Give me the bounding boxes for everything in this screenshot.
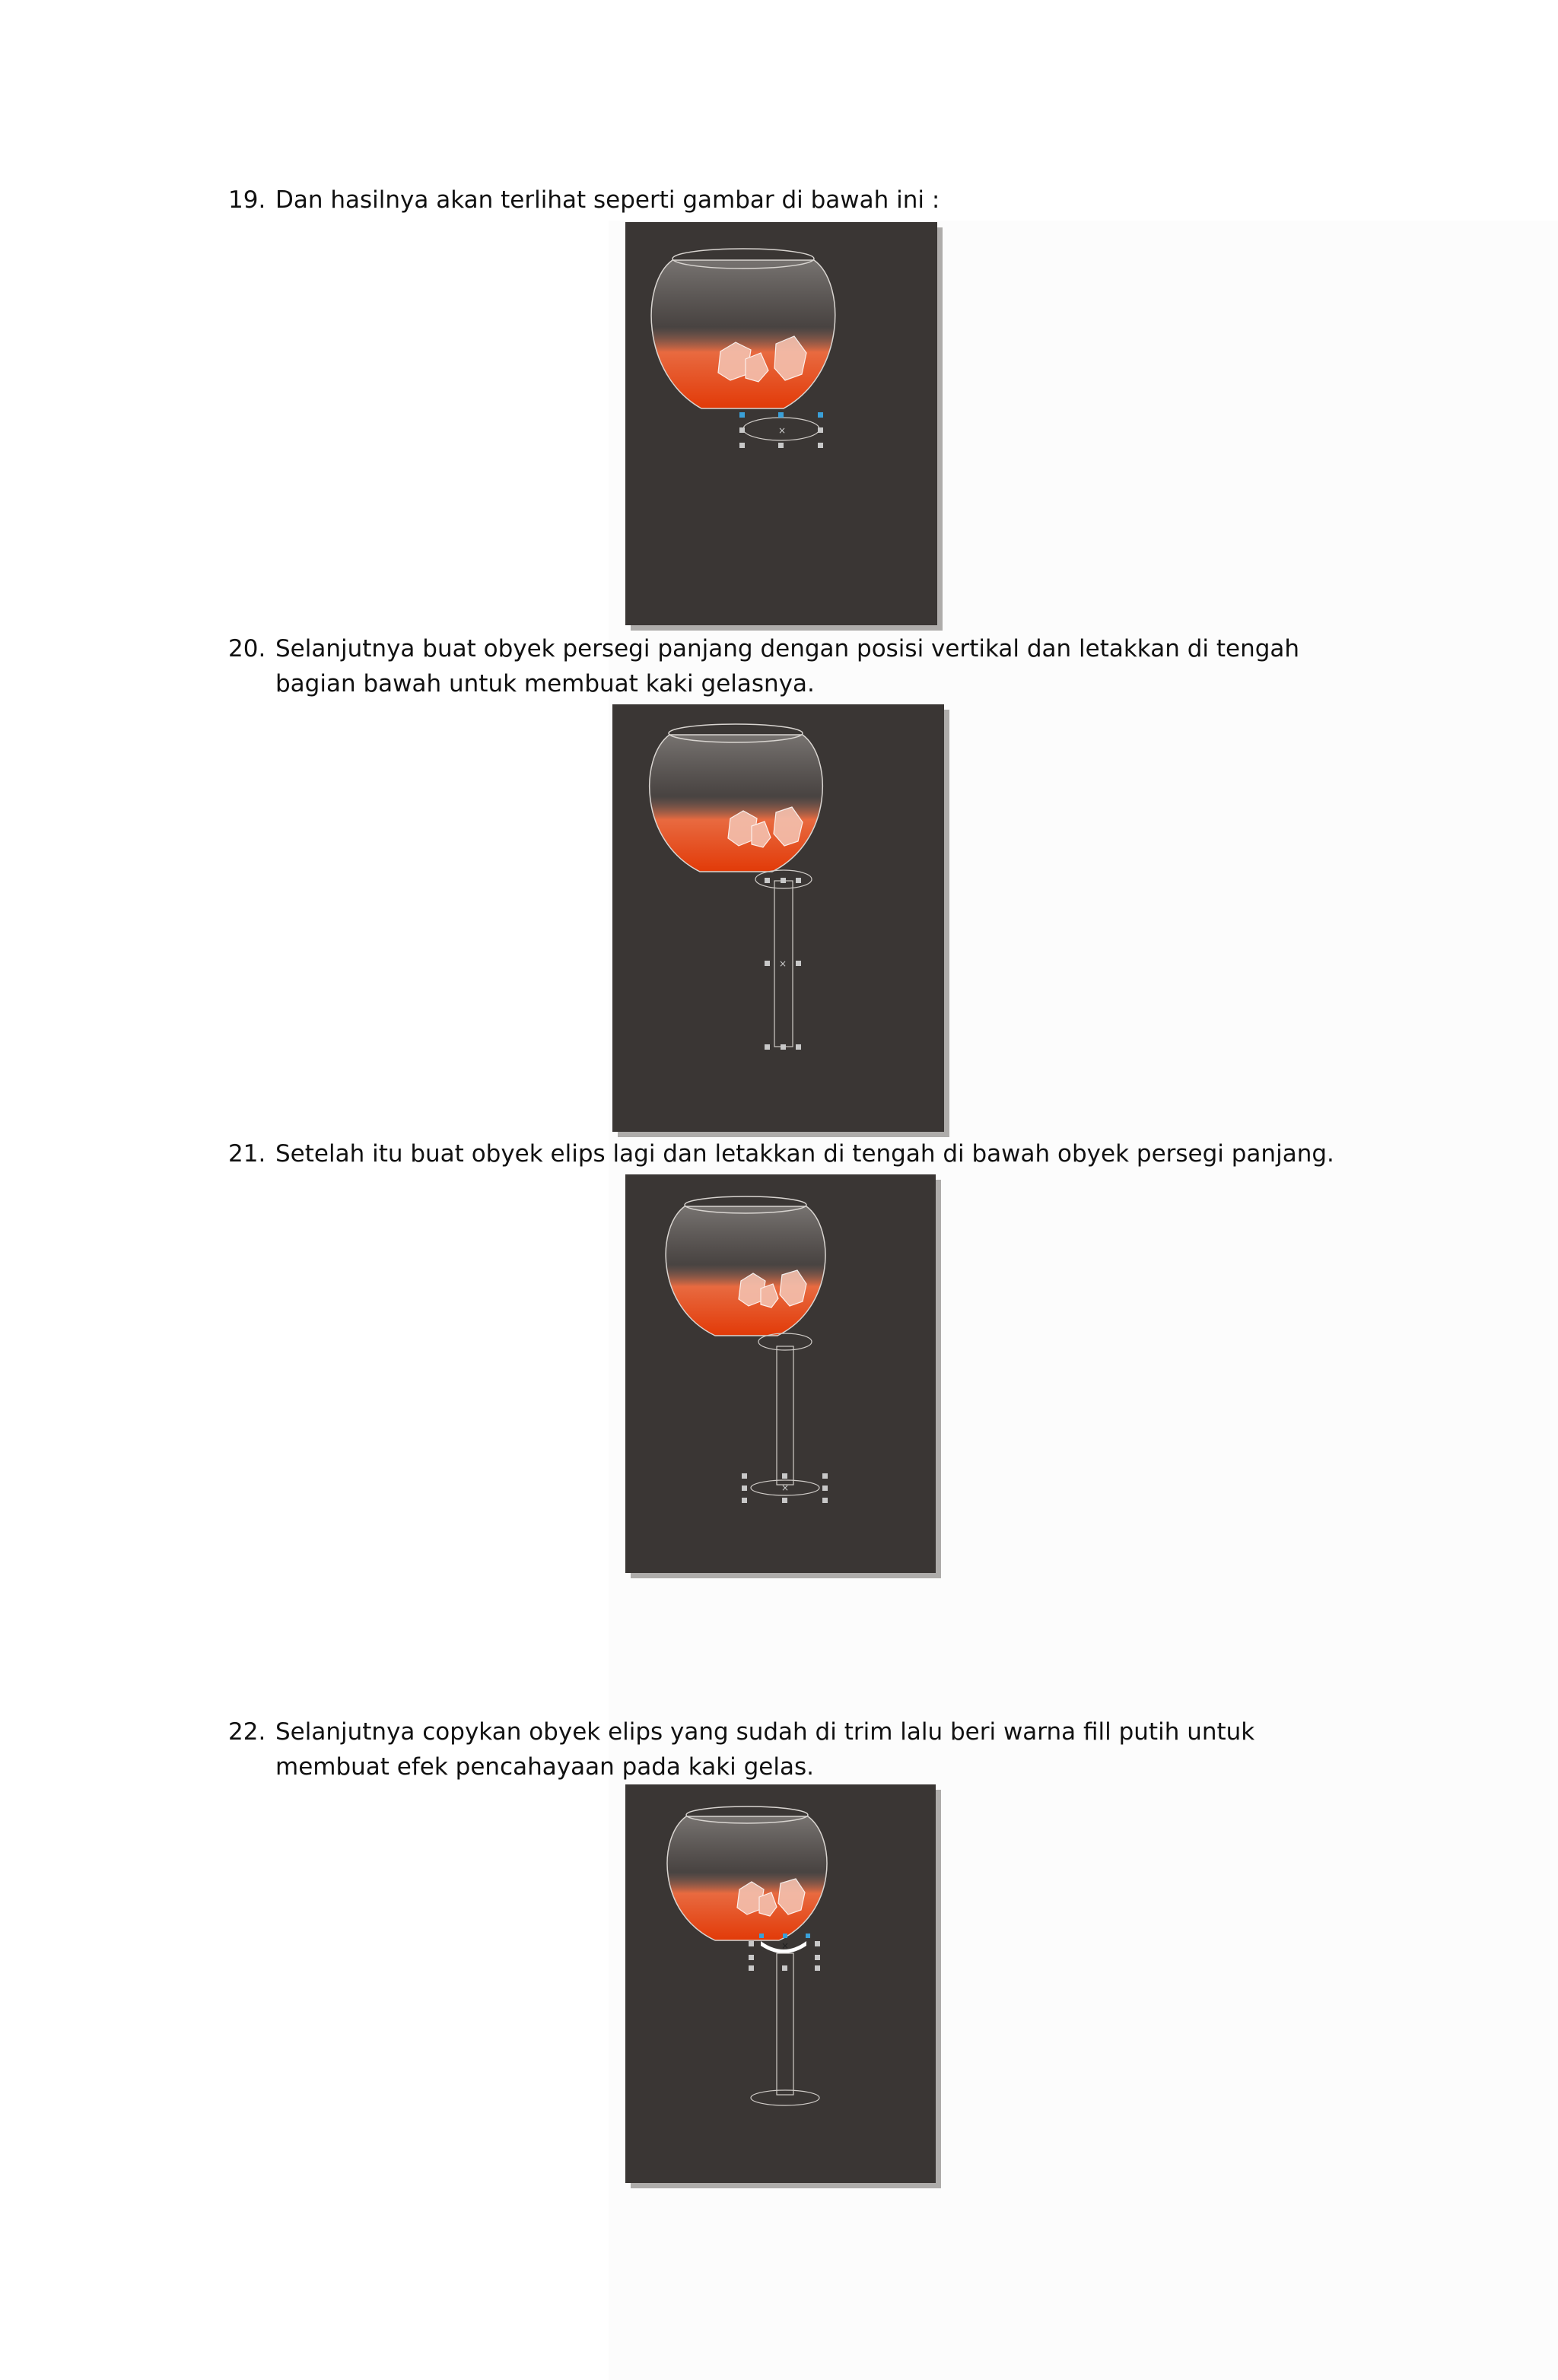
center-mark: × [779, 958, 787, 969]
step-19 [228, 183, 1347, 218]
glass-bowl [666, 1206, 825, 1336]
step-22 [228, 1714, 1347, 1784]
glass-lighting-illustration [625, 1784, 936, 2183]
glass-bowl [651, 260, 835, 408]
center-mark: × [781, 1940, 790, 1951]
screenshot-step-20 [612, 704, 944, 1132]
step-21 [228, 1136, 1347, 1171]
step-number: 19. [228, 186, 266, 214]
step-text: Dan hasilnya akan terlihat seperti gambar di bawah ini : [275, 186, 940, 214]
screenshot-step-22 [625, 1784, 936, 2183]
glass-base-illustration [625, 1174, 936, 1573]
stem-rectangle [777, 1346, 793, 1485]
screenshot-step-19 [625, 222, 937, 625]
stem-rectangle [777, 1953, 793, 2095]
glass-stem-illustration [612, 704, 944, 1132]
screenshot-step-21 [625, 1174, 936, 1573]
center-mark: × [778, 425, 787, 436]
base-ellipse [751, 2090, 819, 2105]
step-text: Selanjutnya copykan obyek elips yang sudah di trim lalu beri warna fill putih untuk membuat efek pencahayaan pada kaki gelas. [275, 1718, 1255, 1781]
step-number: 21. [228, 1140, 266, 1168]
center-mark: × [781, 1482, 790, 1493]
step-number: 20. [228, 635, 266, 663]
step-text: Selanjutnya buat obyek persegi panjang dengan posisi vertikal dan letakkan di tengah bagian bawah untuk membuat kaki gelasnya. [275, 635, 1300, 697]
step-text: Setelah itu buat obyek elips lagi dan letakkan di tengah di bawah obyek persegi panjang. [275, 1140, 1334, 1168]
glass-bowl [667, 1816, 827, 1940]
glass-bowl-illustration [625, 222, 937, 625]
glass-bowl [650, 735, 823, 872]
top-ellipse [758, 1333, 812, 1350]
step-number: 22. [228, 1718, 266, 1746]
step-20 [228, 631, 1347, 701]
